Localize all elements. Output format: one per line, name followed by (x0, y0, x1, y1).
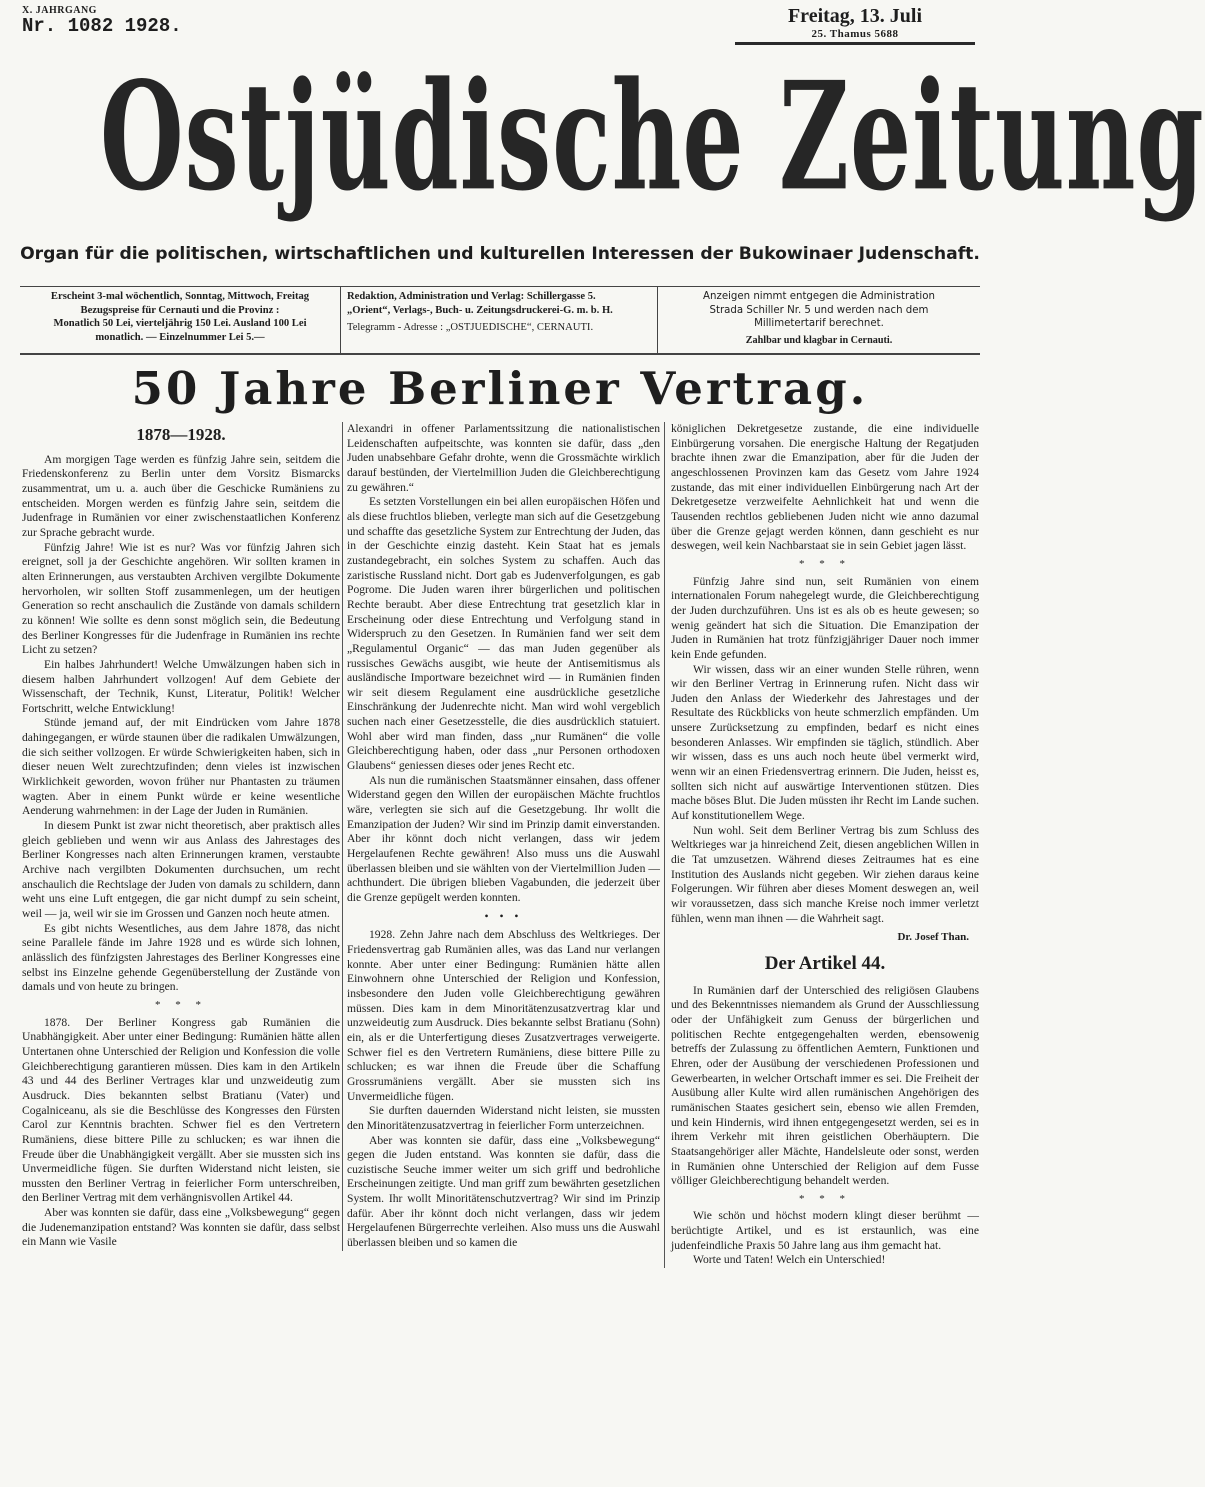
newspaper-title: Ostjüdische Zeitung (100, 48, 1205, 225)
masthead (100, 48, 1205, 225)
paragraph: Wie schön und höchst modern klingt dieser berühmt — berüchtigte Artikel, und es ist erstaunlich, was eine judenfeindliche Praxis 50 Jahre lang aus ihm gemacht hat. (671, 1209, 979, 1252)
paragraph: In diesem Punkt ist zwar nicht theoretisch, aber praktisch alles gleich geblieben und wenn wir aus Anlass des Jahrestages des Berliner Kongresses nach alten Erinnerungen kramen, verstaubte Archive nach vergilbten Dokumenten durchsuchen, um recht anschaulich die Rechtslage der Juden von damals zu schildern, dann weht uns eine Luft entgegen, die gar nicht dumpf zu sein scheint, weil — ja, weil wir sie im Grossen und Ganzen noch heute atmen. (22, 819, 340, 920)
paragraph: Stünde jemand auf, der mit Eindrücken vom Jahre 1878 dahingegangen, er würde staunen über die radikalen Umwälzungen, die sich seither vollzogen. Er würde Schwierigkeiten haben, sich in dieser neuen Welt zurechtzufinden; denn vieles ist inzwischen Wirklichkeit geworden, wovon früher nur Phantasten zu träumen wagten. Aber in einem Punkt würde er keine wesentliche Aenderung wahrnehmen: in der Lage der Juden in Rumänien. (22, 716, 340, 818)
article2-title: Der Artikel 44. (764, 952, 886, 974)
section-divider: * * * (799, 557, 851, 570)
subscription-info (20, 287, 340, 353)
printer-name: „Orient“, Verlags-, Buch- u. Zeitungsdruckerei-G. m. b. H. (347, 304, 613, 316)
article-column-1 (22, 422, 340, 1250)
issue-info (22, 6, 182, 36)
ads-line-3: Millimetertarif berechnet. (754, 318, 884, 330)
paragraph: Es gibt nichts Wesentliches, aus dem Jahre 1878, das nicht seine Parallele fände im Jahre 1928 und es würde sich lohnen, anlässlich des fünfzigsten Jahrestages des Berliner Kongresses eine selbst ins Einzelne gehende Gegenüberstellung der Zustände von damals und von heute zu bringen. (22, 921, 340, 994)
paragraph: Fünfzig Jahre! Wie ist es nur? Was vor fünfzig Jahren sich ereignet, soll ja der Geschichte angehören. Wir sollten kramen in alten Erinnerungen, aus verstaubten Archiven vergilbte Dokumente hervorholen, wir sollten Stoff zusammenlegen, um der heutigen Generation so recht anschaulich die Zustände von damals schildern zu können! Wie sollte es denn sonst möglich sein, die Bedeutung des Berliner Kongresses für die Judenfrage in Rumänien ins rechte Licht zu setzen? (22, 540, 340, 657)
paragraph: Fünfzig Jahre sind nun, seit Rumänien von einem internationalen Forum nahegelegt wurde, die Gleichberechtigung der Juden durchzuführen. Uns ist es als ob es heute gewesen; so wenig geändert hat sich die Situation. Die Emanzipation der Juden in Rumänien hat trotz fünfzigjähriger Dauer noch immer kein Ende gefunden. (671, 574, 979, 661)
author-signature: Dr. Josef Than. (897, 931, 969, 944)
paragraph: Wir wissen, dass wir an einer wunden Stelle rühren, wenn wir den Berliner Vertrag in Erinnerung rufen. Nicht dass wir Juden den Anlass der Wiederkehr des Jahrestages und der Resultate des Rückblicks von heute schmerzlich empfänden. Um unsere Zurücksetzung zu empfinden, bedarf es nicht eines besonderen Anlasses. Wir empfinden sie täglich, stündlich. Aber wir wissen, dass es uns auch noch heute übel vermerkt wird, wenn wir an einen Friedensvertrag erinnern. Die Juden, heisst es, sollten sich nicht auf auswärtige Interventionen stützen. Dies mache böses Blut. Die Juden müssten ihr Recht im Lande suchen. Auf konstitutionellem Wege. (671, 662, 979, 823)
article-column-3 (664, 422, 979, 1268)
telegram-address: Telegramm - Adresse : „OSTJUEDISCHE“, CERNAUTI. (347, 322, 594, 334)
paragraph: Worte und Taten! Welch ein Unterschied! (693, 1253, 886, 1267)
newspaper-subtitle: Organ für die politischen, wirtschaftlichen und kulturellen Interessen der Bukowinaer Judenschaft. (20, 244, 980, 264)
paragraph: Aber was konnten sie dafür, dass eine „Volksbewegung“ gegen die Juden entstand. Was konnten sie dafür, dass die cuzistische Seuche immer weiter um sich griff und bedrohliche Erscheinungen zeitigte. Und man griff zum bewährten gesetzlichen System. Ihr wollt Minoritätenschutzvertrag? Wir sind im Prinzip dafür. Aber ihr könnt doch nicht verlangen, dass wir jedem Hergelaufenen Bürgerrechte verleihen. Also muss uns die Auswahl überlassen bleiben und so kamen die (347, 1133, 660, 1250)
publisher-info-bar (20, 286, 980, 355)
paragraph: Ein halbes Jahrhundert! Welche Umwälzungen haben sich in diesem halben Jahrhundert vollzogen! Auf dem Gebiete der Wissenschaft, der Technik, Kunst, Literatur, Politik! Welcher Fortschritt, welche Entwicklung! (22, 657, 340, 715)
publication-schedule: Erscheint 3-mal wöchentlich, Sonntag, Mittwoch, Freitag (50, 291, 310, 302)
paragraph: Als nun die rumänischen Staatsmänner einsahen, dass offener Widerstand gegen den Willen der europäischen Mächte fruchtlos wäre, verlegten sie sich auf die Gesetzgebung. Ihr wollt die Emanzipation der Juden? Wir sind im Prinzip damit einverstanden. Aber ihr könnt doch nicht verlangen, dass wir jedem Hergelaufenen Rechte gewähren! Also muss uns die Auswahl überlassen bleiben und sie wählten von der Viertelmillion Juden — achthundert. Die übrigen blieben Vagabunden, die jederzeit über die Grenze gepügelt werden konnten. (347, 773, 660, 904)
advertising-info (658, 287, 980, 353)
price-monthly: Monatlich 50 Lei, vierteljährig 150 Lei. Ausland 100 Lei (53, 318, 307, 330)
paragraph: 1878. Der Berliner Kongress gab Rumänien die Unabhängigkeit. Aber unter einer Bedingung: Rumänien hätte allen Untertanen ohne Unterschied der Religion und Konfession die volle Gleichberechtigung garantieren müssen. Dies kam in den Artikeln 43 und 44 des Berliner Vertrages klar und unzweideutig zum Ausdruck. Dies bekannten selbst Bratianu (Vater) und Cogalniceanu, als sie die Beschlüsse des Kongresses den Fürsten Carol zur Kenntnis brachten. Schwer fiel es den Vertretern Rumäniens, diese bittere Pille zu schlucken; es war ihnen die Freude über die Unabhängigkeit vergällt. Aber sie mussten sich ins Unvermeidliche fügen. Sie durften Widerstand nicht leisten, sie mussten den Berliner Vertrag in feierlicher Form unterschreiben, den Berliner Vertrag mit dem verhängnisvollen Artikel 44. (22, 1015, 340, 1205)
paragraph: Es setzten Vorstellungen ein bei allen europäischen Höfen und als diese fruchtlos blieben, verlegte man sich auf die Gesetzgebung und schaffte das gesetzliche System zur Entrechtung der Juden, das in der Geschichte einzig dasteht. Kein Staat hat es jemals zustandegebracht, ein solches System zu schaffen. Auch das zaristische Russland nicht. Dort gab es Judenverfolgungen, es gab Pogrome. Die Juden waren ihrer bürgerlichen und politischen Rechte beraubt. Aber diese Entrechtung trat gesetzlich klar in Erscheinung oder diese Entrechtung und Verfolgung stand in Widerspruch zu den Gesetzen. In Rumänien fand wer seit dem „Regulamentul Organic“ — das man Juden gegenüber als russisches Gewächs ausgibt, wie heute der Antisemitismus als ausländische Importware bezeichnet wird — in Rumänien finden wir seit diesem Regulament eine ausdrückliche gesetzliche Einschränkung der Judenrechte nicht. Man wird wohl vergeblich suchen nach einer Gesetzesstelle, die dies ausdrücklich statuiert. Wohl aber wird man finden, dass „nur Rumänen“ die volle Gleichberechtigung haben, oder dass „nur Personen orthodoxen Glaubens“ geniessen dieses oder jenes Recht etc. (347, 495, 660, 773)
paragraph: Alexandri in offener Parlamentssitzung die nationalistischen Leidenschaften aufpeitschte, was konnten sie dafür, dass „den Juden unabsehbare Gefahr drohte, wenn die Grossmächte wirklich darauf bestünden, der Viertelmillion Juden die Gleichberechtigung zu gewähren.“ (347, 422, 660, 494)
paragraph: königlichen Dekretgesetze zustande, die eine individuelle Einbürgerung vorsahen. Die energische Haltung der Regatjuden brachte ihnen zwar die Emanzipation, aber für die Juden der angeschlossenen Provinzen kam das Gesetz vom Jahre 1924 zustande, das mit einer individuellen Einbürgerung nach Art der Dekretgesetze verzweifelte Aehnlichkeit hat und wenn die Tausenden rechtlos gebliebenen Juden nicht wie anno dazumal über die Grenze gejagt werden können, dann geschieht es nur deswegen, weil kein Nachbarstaat sie in sein Gebiet jagen lässt. (671, 422, 979, 553)
price-single: monatlich. — Einzelnummer Lei 5.— (95, 331, 265, 343)
paragraph: Sie durften dauernden Widerstand nicht leisten, sie mussten den Minoritätenzusatzvertrag in feierlicher Form unterzeichnen. (347, 1104, 660, 1132)
paragraph: Nun wohl. Seit dem Berliner Vertrag bis zum Schluss des Weltkrieges war ja hinreichend Zeit, diesen angeblichen Willen in die Tat umzusetzen. Während dieses Zeitraumes hat es eine Institution des Auslands nicht gegeben. Wir ziehen daraus keine Folgerungen. Wir führen aber dieses Moment deswegen an, weil wir voraussetzen, dass sich manche Kreise noch immer verletzt fühlen, wenn man ihnen — die Wahrheit sagt. (671, 823, 979, 925)
section-divider: * * * (799, 1192, 851, 1205)
section-divider: * * * (155, 998, 207, 1011)
ads-line-2: Strada Schiller Nr. 5 und werden nach dem (709, 304, 929, 316)
main-headline: 50 Jahre Berliner Vertrag. (131, 362, 869, 415)
issue-date-box (735, 5, 975, 45)
paragraph: In Rumänien darf der Unterschied des religiösen Glaubens und des Bekenntnisses niemandem als Grund der Ausschliessung oder der Unfähigkeit zum Genuss der bürgerlichen und politischen Rechte entgegengehalten werden, ebensowenig betreffs der Zulassung zu öffentlichen Aemtern, Funktionen und Ehren, oder der Ausübung der verschiedenen Professionen und Gewerbearten, in welcher Ortschaft immer es sei. Die Freiheit der Ausübung aller Kulte wird allen rumänischen Angehörigen des rumänischen Staates gesichert sein, ebenso wie allen Fremden, und kein Hindernis, wird ihnen entgegengesetzt werden, sei es in ihrem Verkehr mit ihren geistlichen Oberhäuptern. Die Staatsangehöriger aller Mächte, Handelsleute oder sonst, werden in Rumänien ohne Unterschied der Religion auf dem Fusse völliger Gleichberechtigung behandelt werden. (671, 983, 979, 1188)
hebrew-date: 25. Thamus 5688 (811, 28, 899, 40)
article-subhead: 1878—1928. (136, 425, 226, 444)
section-divider: • • • (484, 909, 523, 923)
article-column-2 (342, 422, 660, 1251)
paragraph: 1928. Zehn Jahre nach dem Abschluss des Weltkrieges. Der Friedensvertrag gab Rumänien alles, was das Land nur verlangen konnte. Aber unter einer Bedingung: Rumänien hätte allen Einwohnern ohne Unterschied der Religion und Konfession, insbesondere den Juden volle Gleichberechtigung gewähren müssen. Dies kam in dem Minoritätenzusatzvertrag klar und unzweideutig zum Ausdruck. Dies bekannte selbst Bratianu (Sohn) ein, als er die Unterfertigung dieses Zusatzvertrages verweigerte. Schwer fiel es den Vertretern Rumäniens, diese bittere Pille zu schlucken; es war ihnen die Freude über die Schaffung Grossrumäniens vergällt. Aber sie mussten sich ins Unvermeidliche fügen. (347, 928, 660, 1103)
editorial-info (340, 287, 658, 353)
paragraph: Am morgigen Tage werden es fünfzig Jahre sein, seitdem die Friedenskonferenz zu Berlin unter dem Vorsitz Bismarcks zusammentrat, um u. a. auch über die Geschicke Rumäniens zu entscheiden. Morgen werden es fünfzig Jahre sein, seitdem die Judenfrage in Rumänien vor einer zwischenstaatlichen Konferenz zur Sprache gebracht wurde. (22, 452, 340, 539)
ads-line-1: Anzeigen nimmt entgegen die Administration (703, 291, 935, 302)
price-heading: Bezugspreise für Cernauti und die Provinz : (80, 304, 280, 316)
issue-date: Freitag, 13. Juli (787, 5, 923, 27)
ads-payment: Zahlbar und klagbar in Cernauti. (745, 334, 893, 346)
jahrgang: X. JAHRGANG (22, 5, 97, 16)
issue-number: Nr. 1082 1928. (22, 15, 182, 37)
editorial-address: Redaktion, Administration und Verlag: Schillergasse 5. (347, 291, 596, 302)
paragraph: Aber was konnten sie dafür, dass eine „Volksbewegung“ gegen die Judenemanzipation entstand? Was konnten sie dafür, dass selbst ein Mann wie Vasile (22, 1206, 340, 1249)
